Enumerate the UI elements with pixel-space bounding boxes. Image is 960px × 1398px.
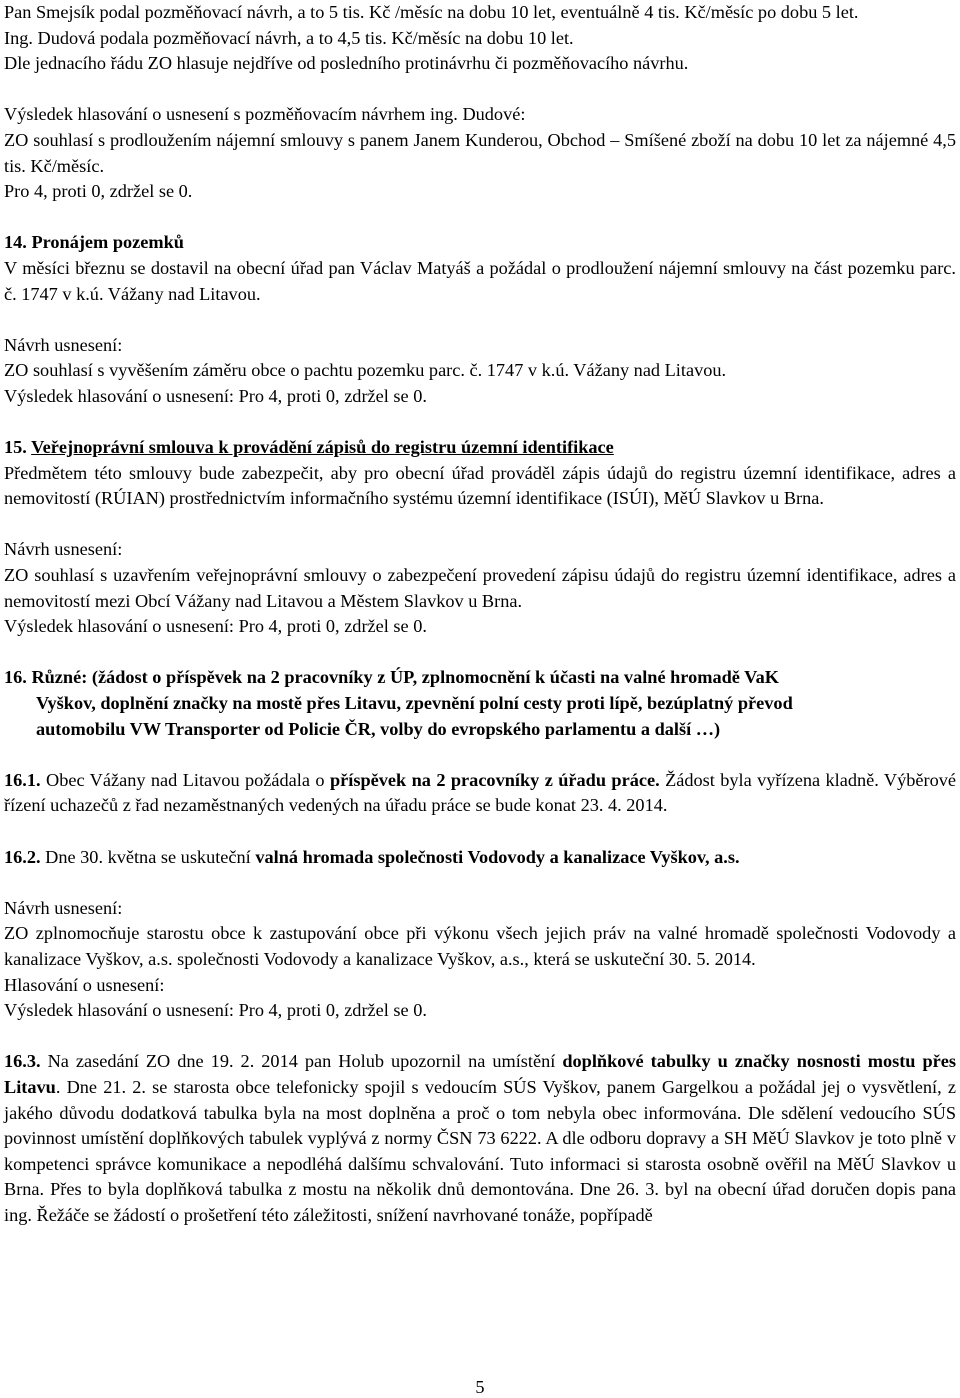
- section-15-heading: [4, 435, 956, 461]
- vote-text: ZO souhlasí s prodloužením nájemní smlouvy s panem Janem Kunderou, Obchod – Smíšené zboží na dobu 10 let za nájemné 4,5 tis. Kč/měsíc.: [4, 129, 956, 176]
- section-16-2-result: Výsledek hlasování o usnesení: Pro 4, proti 0, zdržel se 0.: [4, 1000, 427, 1021]
- section-14-proposal-label: Návrh usnesení:: [4, 334, 123, 355]
- section-16-2-number: 16.2.: [4, 846, 41, 867]
- page-number: 5: [475, 1377, 485, 1397]
- section-16-number: 16.: [4, 667, 27, 688]
- section-15-number: 15.: [4, 437, 27, 458]
- vote-result: Pro 4, proti 0, zdržel se 0.: [4, 181, 193, 202]
- section-14-body: V měsíci březnu se dostavil na obecní úřad pan Václav Matyáš a požádal o prodloužení nájemní smlouvy na část pozemku parc. č. 1747 v k.ú. Vážany nad Litavou.: [4, 257, 956, 304]
- section-16-2-proposal: ZO zplnomocňuje starostu obce k zastupování obce při výkonu všech jejich práv na valné hromadě společnosti Vodovody a kanalizace Vyškov, a.s. společnosti Vodovody a kanalizace Vyškov, a.s., která se uskuteční 30. 5. 2014.: [4, 923, 956, 969]
- intro-paragraph-3: Dle jednacího řádu ZO hlasuje nejdříve od posledního protinávrhu či pozměňovacího návrhu.: [4, 53, 689, 74]
- section-16-2-bold: valná hromada společnosti Vodovody a kanalizace Vyškov, a.s.: [255, 846, 740, 867]
- section-16-title-line-3: automobilu VW Transporter od Policie ČR, volby do evropského parlamentu a další …): [36, 718, 721, 739]
- section-16-3-paragraph: [4, 1049, 956, 1228]
- document-page: [4, 0, 956, 1229]
- section-15-body: Předmětem této smlouvy bude zabezpečit, aby pro obecní úřad prováděl zápis údajů do registru územní identifikace, adres a nemovitostí (RÚIAN) prostřednictvím informačního systému územní identifikace (ISÚI), MěÚ Slavkov u Brna.: [4, 462, 956, 509]
- section-14-proposal: ZO souhlasí s vyvěšením záměru obce o pachtu pozemku parc. č. 1747 v k.ú. Vážany nad Litavou.: [4, 360, 727, 381]
- section-16-1-number: 16.1.: [4, 769, 41, 790]
- section-14-result: Výsledek hlasování o usnesení: Pro 4, proti 0, zdržel se 0.: [4, 385, 427, 406]
- section-14-heading: [4, 230, 956, 256]
- section-16-1-bold: příspěvek na 2 pracovníky z úřadu práce.: [329, 769, 660, 790]
- section-16-2-paragraph: [4, 845, 956, 871]
- section-16-1-text-1: Obec Vážany nad Litavou požádala o: [40, 769, 330, 790]
- section-16-1-text-2: Žádost byla vyřízena kladně. Výběrové řízení uchazečů z řad nezaměstnaných vedených na úřadu práce se bude konat 23. 4. 2014.: [4, 769, 956, 816]
- section-15-proposal: ZO souhlasí s uzavřením veřejnoprávní smlouvy o zabezpečení provedení zápisu údajů do registru územní identifikace, adres a nemovitostí mezi Obcí Vážany nad Litavou a Městem Slavkov u Brna.: [4, 565, 956, 611]
- section-15-proposal-label: Návrh usnesení:: [4, 539, 123, 560]
- section-16-title-line-1: Různé: (žádost o příspěvek na 2 pracovníky z ÚP, zplnomocnění k účasti na valné hromadě VaK: [31, 667, 780, 688]
- section-14-number: 14.: [4, 232, 27, 253]
- section-15-title: Veřejnoprávní smlouva k provádění zápisů do registru územní identifikace: [31, 437, 614, 458]
- section-15-result: Výsledek hlasování o usnesení: Pro 4, proti 0, zdržel se 0.: [4, 616, 427, 637]
- section-16-1-paragraph: [4, 768, 956, 819]
- intro-paragraph-2: Ing. Dudová podala pozměňovací návrh, a to 4,5 tis. Kč/měsíc na dobu 10 let.: [4, 27, 574, 48]
- section-16-2-vote-label: Hlasování o usnesení:: [4, 974, 165, 995]
- section-16-3-bold: doplňkové tabulky u značky nosnosti mostu přes Litavu: [4, 1051, 956, 1097]
- section-16-heading: [4, 665, 956, 742]
- section-14-title: Pronájem pozemků: [31, 232, 184, 253]
- section-16-3-text-1: Na zasedání ZO dne 19. 2. 2014 pan Holub upozornil na umístění: [40, 1051, 563, 1072]
- vote-header: Výsledek hlasování o usnesení s pozměňovacím návrhem ing. Dudové:: [4, 104, 526, 125]
- section-16-3-text-2: . Dne 21. 2. se starosta obce telefonicky spojil s vedoucím SÚS Vyškov, panem Gargelkou a požádal jej o vysvětlení, z jakého důvodu dodatková tabulka byla na most doplněna a proč o tom nebyla obec informována. Dle sdělení vedoucího SÚS povinnost umístění doplňkových tabulek vyplývá z normy ČSN 73 6222. A dle odboru dopravy a SH MěÚ Slavkov je toto plně v kompetenci správce komunikace a nepodléhá dalšímu schvalování. Tuto informaci si starosta osobně ověřil na MěÚ Slavkov u Brna. Přes to byla doplňková tabulka z mostu na několik dnů demontována. Dne 26. 3. byl na obecní úřad doručen dopis pana ing. Řežáče se žádostí o prošetření této záležitosti, snížení navrhované tonáže, popřípadě: [4, 1076, 956, 1225]
- section-16-title-line-2: Vyškov, doplnění značky na mostě přes Litavu, zpevnění polní cesty proti lípě, bezúplatný převod: [36, 693, 793, 714]
- section-16-2-text-1: Dne 30. května se uskuteční: [40, 846, 256, 867]
- section-16-3-number: 16.3.: [4, 1051, 41, 1072]
- section-16-2-proposal-label: Návrh usnesení:: [4, 897, 123, 918]
- intro-paragraph-1: Pan Smejsík podal pozměňovací návrh, a to 5 tis. Kč /měsíc na dobu 10 let, eventuálně 4 tis. Kč/měsíc po dobu 5 let.: [4, 2, 859, 22]
